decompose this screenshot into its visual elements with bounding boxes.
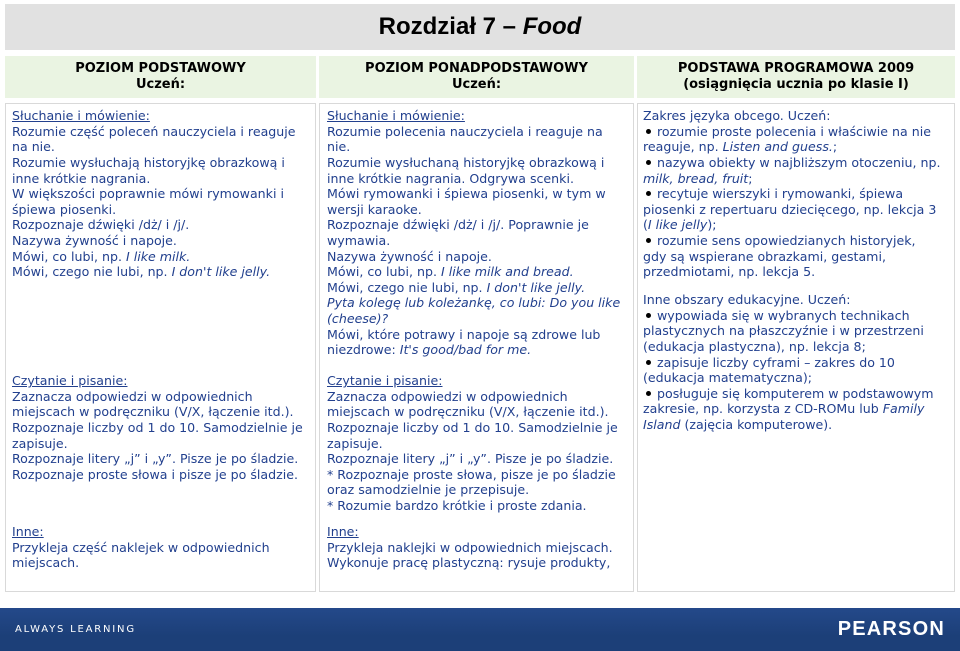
text-line: * Rozpoznaje proste słowa, pisze je po śladzie bbox=[327, 466, 616, 482]
text-line: śpiewa piosenki. bbox=[12, 201, 117, 217]
text-segment: ; bbox=[748, 170, 753, 186]
text-line bbox=[643, 417, 952, 433]
text-line bbox=[327, 342, 631, 358]
text-line: Zaznacza odpowiedzi w odpowiednich bbox=[12, 388, 253, 404]
curriculum-cell bbox=[637, 103, 955, 592]
language-scope-section bbox=[643, 108, 952, 280]
text-line: zapisuje. bbox=[327, 435, 383, 451]
basic-reading-section bbox=[12, 373, 313, 482]
text-line bbox=[643, 171, 952, 187]
text-segment: recytuje wierszyki i rymowanki, śpiewa bbox=[657, 186, 904, 202]
header-title: POZIOM PODSTAWOWY bbox=[75, 61, 246, 76]
bullet-line bbox=[643, 233, 952, 249]
english-phrase: Listen and guess. bbox=[722, 139, 833, 155]
bullet-icon bbox=[646, 191, 651, 196]
english-phrase: milk, bread, fruit bbox=[643, 170, 749, 186]
text-segment: reaguje, np. bbox=[643, 139, 719, 155]
bullet-icon bbox=[646, 160, 651, 165]
section-heading: Zakres języka obcego. Uczeń: bbox=[643, 108, 831, 124]
english-phrase: It's good/bad for me. bbox=[399, 342, 532, 358]
text-line: Wykonuje pracę plastyczną: rysuje produkty, bbox=[327, 555, 611, 571]
text-line: inne krótkie nagrania. Odgrywa scenki. bbox=[327, 170, 574, 186]
text-segment: Mówi, czego nie lubi, np. bbox=[12, 264, 168, 280]
text-line: piosenki z repertuaru dziecięcego, np. lekcja 3 bbox=[643, 201, 937, 217]
footer-slogan: ALWAYS LEARNING bbox=[15, 624, 136, 635]
text-line: wymawia. bbox=[327, 232, 391, 248]
text-line: Mówi rymowanki i śpiewa piosenki, w tym w bbox=[327, 186, 606, 202]
basic-listening-section bbox=[12, 108, 313, 280]
english-phrase: Island bbox=[643, 416, 681, 432]
bullet-line bbox=[643, 355, 952, 371]
bullet-icon bbox=[646, 238, 651, 243]
text-line: nie. bbox=[327, 139, 351, 155]
text-line: zapisuje. bbox=[12, 435, 68, 451]
text-line: plastycznych na płaszczyźnie i w przestrzeni bbox=[643, 323, 924, 339]
text-line: Przykleja część naklejek w odpowiednich bbox=[12, 539, 270, 555]
curriculum-header bbox=[637, 56, 955, 98]
text-line: Rozumie wysłuchaną historyjkę obrazkową i bbox=[327, 154, 605, 170]
text-line: Nazywa żywność i napoje. bbox=[12, 232, 177, 248]
english-phrase: I like milk and bread. bbox=[440, 264, 574, 280]
text-line: Rozpoznaje dźwięki /dż/ i /j/. Poprawnie je bbox=[327, 217, 589, 233]
text-line: Pyta kolegę lub koleżankę, co lubi: Do you like bbox=[327, 295, 621, 311]
text-segment: rozumie sens opowiedzianych historyjek, bbox=[657, 232, 916, 248]
text-segment: ( bbox=[643, 217, 648, 233]
text-line bbox=[643, 401, 952, 417]
text-line: Rozpoznaje litery „j” i „y”. Pisze je po śladzie. bbox=[12, 451, 299, 467]
chapter-subject: Food bbox=[522, 13, 582, 40]
section-heading: Inne: bbox=[327, 524, 359, 540]
text-segment: wypowiada się w wybranych technikach bbox=[657, 307, 910, 323]
english-phrase: I don't like jelly. bbox=[486, 279, 586, 295]
text-line: wersji karaoke. bbox=[327, 201, 422, 217]
text-line: miejscach w podręczniku (V/X, łączenie itd.). bbox=[327, 404, 609, 420]
text-segment: Mówi, co lubi, np. bbox=[327, 264, 437, 280]
text-line: (cheese)? bbox=[327, 310, 389, 326]
section-heading: Inne obszary edukacyjne. Uczeń: bbox=[643, 292, 851, 308]
text-segment: Mówi, co lubi, np. bbox=[12, 248, 122, 264]
text-line: miejscach w podręczniku (V/X, łączenie itd.). bbox=[12, 404, 294, 420]
section-heading: Słuchanie i mówienie: bbox=[12, 108, 150, 124]
text-segment: rozumie proste polecenia i właściwie na nie bbox=[657, 123, 931, 139]
other-education-section bbox=[643, 292, 952, 432]
extended-level-cell bbox=[319, 103, 634, 592]
bullet-icon bbox=[646, 391, 651, 396]
text-line: oraz samodzielnie je przepisuje. bbox=[327, 482, 530, 498]
text-line bbox=[643, 217, 952, 233]
text-line bbox=[12, 264, 313, 280]
text-line: Rozumie polecenia nauczyciela i reaguje na bbox=[327, 123, 603, 139]
section-heading: Czytanie i pisanie: bbox=[327, 373, 443, 389]
section-heading: Słuchanie i mówienie: bbox=[327, 108, 465, 124]
text-line: miejscach. bbox=[12, 555, 80, 571]
text-line: (edukacja plastyczna), np. lekcja 8; bbox=[643, 338, 866, 354]
text-line: Rozpoznaje liczby od 1 do 10. Samodzielnie je bbox=[327, 419, 618, 435]
section-heading: Czytanie i pisanie: bbox=[12, 373, 128, 389]
text-line: Zaznacza odpowiedzi w odpowiednich bbox=[327, 388, 568, 404]
bullet-line bbox=[643, 124, 952, 140]
english-phrase: Family bbox=[882, 401, 925, 417]
text-line: * Rozumie bardzo krótkie i proste zdania. bbox=[327, 497, 587, 513]
extended-listening-section bbox=[327, 108, 631, 358]
header-subtitle: Uczeń: bbox=[451, 77, 502, 92]
text-segment: Mówi, czego nie lubi, np. bbox=[327, 279, 483, 295]
text-segment: ; bbox=[832, 139, 838, 155]
header-subtitle: (osiągnięcia ucznia po klasie I) bbox=[683, 77, 909, 92]
text-line: przedmiotami, np. lekcja 5. bbox=[643, 264, 816, 280]
text-line: Mówi, które potrawy i napoje są zdrowe lub bbox=[327, 326, 601, 342]
text-line: Rozumie wysłuchają historyjkę obrazkową i bbox=[12, 154, 285, 170]
text-line: (edukacja matematyczna); bbox=[643, 370, 813, 386]
text-line: gdy są wspierane obrazkami, gestami, bbox=[643, 248, 886, 264]
header-title: POZIOM PONADPODSTAWOWY bbox=[365, 61, 588, 76]
header-subtitle: Uczeń: bbox=[135, 77, 186, 92]
text-segment: nazywa obiekty w najbliższym otoczeniu, np. bbox=[657, 154, 941, 170]
text-line: Rozpoznaje proste słowa i pisze je po śladzie. bbox=[12, 466, 298, 482]
bullet-icon bbox=[646, 313, 651, 318]
text-line: Rozpoznaje dźwięki /dż/ i /j/. bbox=[12, 217, 190, 233]
text-segment: posługuje się komputerem w podstawowym bbox=[657, 385, 934, 401]
extended-level-header bbox=[319, 56, 634, 98]
basic-level-cell bbox=[5, 103, 316, 592]
extended-other-section bbox=[327, 524, 631, 571]
extended-reading-section bbox=[327, 373, 631, 513]
text-line: inne krótkie nagrania. bbox=[12, 170, 151, 186]
text-line: Rozpoznaje litery „j” i „y”. Pisze je po śladzie. bbox=[327, 451, 614, 467]
text-line: W większości poprawnie mówi rymowanki i bbox=[12, 186, 284, 202]
bullet-line bbox=[643, 155, 952, 171]
header-title: PODSTAWA PROGRAMOWA 2009 bbox=[677, 61, 915, 76]
bullet-icon bbox=[646, 360, 651, 365]
bullet-line bbox=[643, 186, 952, 202]
text-line bbox=[643, 139, 952, 155]
text-line bbox=[327, 280, 631, 296]
text-segment: (zajęcia komputerowe). bbox=[684, 416, 833, 432]
section-heading: Inne: bbox=[12, 524, 44, 540]
text-line: Rozumie część poleceń nauczyciela i reaguje bbox=[12, 123, 296, 139]
english-phrase: I don't like jelly. bbox=[171, 264, 271, 280]
english-phrase: I like jelly bbox=[647, 217, 708, 233]
text-segment: zapisuje liczby cyframi – zakres do 10 bbox=[657, 354, 895, 370]
text-segment: zakresie, np. korzysta z CD-ROMu lub bbox=[643, 401, 879, 417]
basic-other-section bbox=[12, 524, 313, 571]
text-line bbox=[12, 249, 313, 265]
text-segment: niezdrowe: bbox=[327, 342, 396, 358]
text-line: Przykleja naklejki w odpowiednich miejscach. bbox=[327, 539, 613, 555]
text-line: Nazywa żywność i napoje. bbox=[327, 248, 492, 264]
pearson-logo: PEARSON bbox=[837, 618, 945, 640]
footer-bar bbox=[0, 608, 960, 651]
text-line bbox=[327, 264, 631, 280]
bullet-line bbox=[643, 386, 952, 402]
english-phrase: I like milk. bbox=[125, 248, 191, 264]
page-title bbox=[379, 13, 582, 41]
bullet-line bbox=[643, 308, 952, 324]
chapter-label: Rozdział 7 – bbox=[378, 13, 517, 40]
text-line: Rozpoznaje liczby od 1 do 10. Samodzielnie je bbox=[12, 419, 303, 435]
bullet-icon bbox=[646, 129, 651, 134]
basic-level-header bbox=[5, 56, 316, 98]
text-segment: ); bbox=[707, 217, 717, 233]
text-line: na nie. bbox=[12, 139, 55, 155]
title-band bbox=[5, 4, 955, 50]
